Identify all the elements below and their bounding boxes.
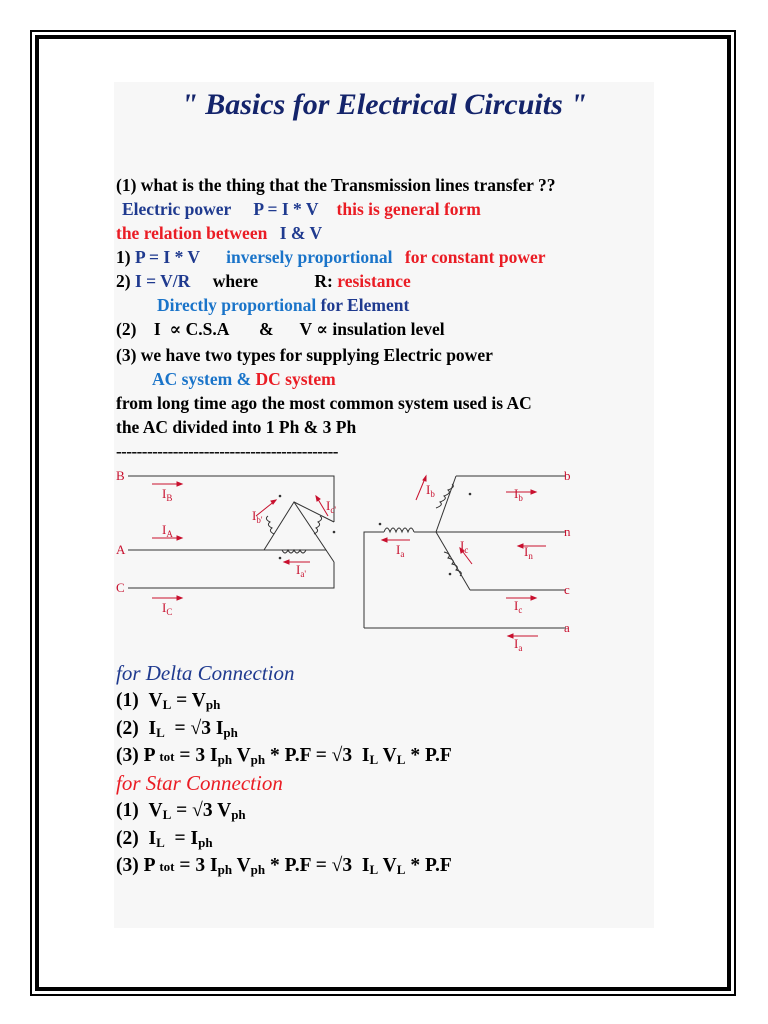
connection-diagram [114,462,574,662]
star-formula-3: (3) P tot = 3 $I_{ph}$ $V_{ph} * P.F = √3$ $I_L$ $V_L * P.F$ [116,855,452,877]
for-element: for Element [320,295,410,315]
label-Ia-line: $I_a$ [514,636,523,653]
delta-heading: for Delta Connection [116,661,295,685]
long-time-line: from long time ago the most common system used is AC [116,393,532,413]
relation-1-formula: P = I * V [134,247,200,267]
coil-delta-right [314,516,322,534]
system-types [152,369,336,390]
label-IA: $I_A$ [162,522,173,539]
label-B: B [116,468,125,483]
label-Ic-line: $I_c$ [514,598,523,615]
question-1: (1) what is the thing that the Transmission lines transfer ?? [116,175,556,195]
divided-line: the AC divided into 1 Ph & 3 Ph [116,417,357,437]
electric-power-line [116,199,481,220]
label-Icp: $I_{c'}$ [326,498,336,515]
label-Iap: $I_{a'}$ [296,562,306,579]
power-formula: P = I * V [253,199,319,219]
star-heading: for Star Connection [116,771,283,795]
coil-c [444,552,461,576]
label-c: c [564,582,570,597]
constant-power-note: for constant power [404,247,546,267]
star-formula-1: (1) $V_L = √3$ $V_{ph}$ [116,800,246,822]
ampersand: & [236,369,252,389]
label-A: A [116,542,126,557]
question-3: (3) we have two types for supplying Electric power [116,345,493,365]
directly-proportional-line [157,295,409,316]
relation-vars: I & V [279,223,323,243]
label-C: C [116,580,125,595]
delta-formula-1: (1) $V_L = V_{ph}$ [116,690,221,712]
r-label: R: [314,271,333,291]
page-title: " Basics for Electrical Circuits " [181,88,587,121]
delta-formula-3: (3) P tot = 3 $I_{ph}$ $V_{ph} * P.F = √3$ $I_L$ $V_L * P.F$ [116,745,452,767]
label-In: $I_n$ [524,544,533,561]
relation-line [116,223,322,244]
relation-label: the relation between [116,223,268,243]
delta-formula-2: (2) $I_L = √3$ $I_{ph}$ [116,718,238,740]
label-Ib-coil: $I_b$ [426,482,435,499]
label-Ibp: $I_{b'}$ [252,508,263,525]
inversely-proportional: inversely proportional [226,247,393,267]
delta-triangle [264,502,326,550]
coil-b [436,484,453,508]
dc-system: DC system [255,369,336,389]
coil-a [384,528,414,532]
relation-2-num: 2) [116,271,131,291]
coil-delta-left [266,516,274,534]
label-Ic-coil: $I_c$ [460,538,469,555]
label-Ib-line: $I_b$ [514,486,523,503]
relation-2-formula: I = V/R [134,271,191,291]
resistance-label: resistance [337,271,411,291]
relation-1-num: 1) [116,247,131,267]
label-Ia-coil: $I_a$ [396,542,405,559]
ac-system: AC system [152,369,233,389]
label-IB: $I_B$ [162,486,173,503]
label-IC: $I_C$ [162,600,173,617]
label-b: b [564,468,571,483]
general-form-note: this is general form [336,199,481,219]
label-a: a [564,620,570,635]
electric-power-label: Electric power [122,199,232,219]
directly-proportional: Directly proportional [157,295,317,315]
where-label: where [212,271,259,291]
separator-dashes: ------------------------------------------- [116,442,338,461]
relation-2 [116,271,411,292]
star-formula-2: (2) $I_L = I_{ph}$ [116,828,213,850]
question-2: (2) I ∝ C.S.A & V ∝ insulation level [116,319,445,339]
relation-1 [116,247,546,268]
label-n: n [564,524,571,539]
